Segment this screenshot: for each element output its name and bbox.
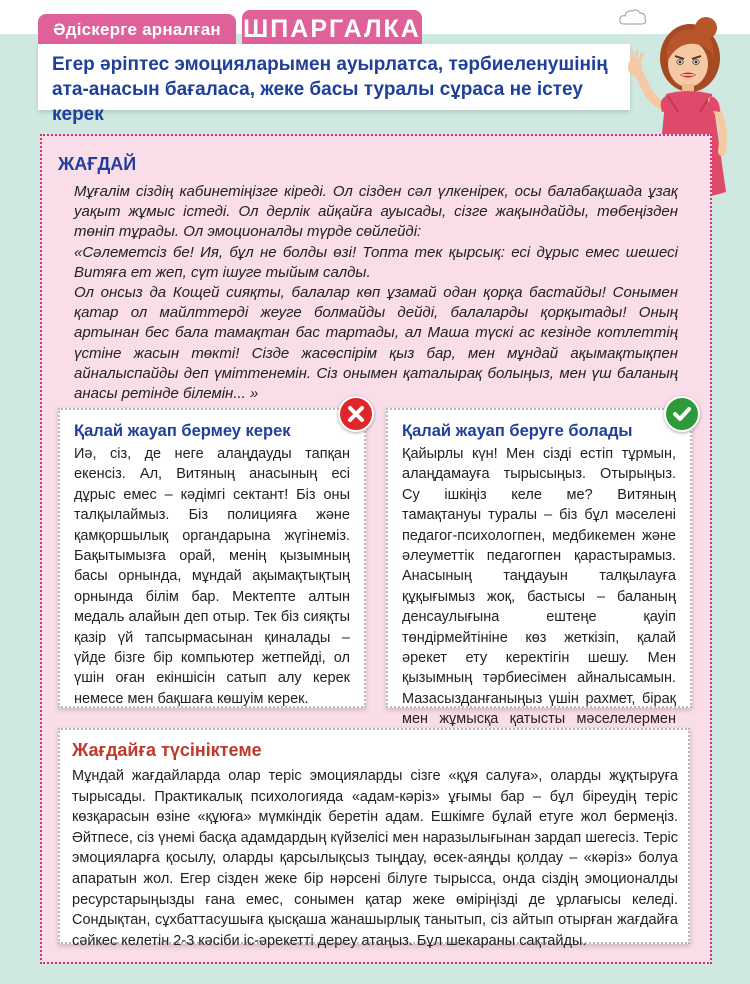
situation-paragraph: Мұғалім сіздің кабинетіңізге кіреді. Ол сізден сәл үлкенірек, осы балабақшада ұзақ уақыт жұмыс істеді. Ол дерлік айқайға ауысады, сізге жақындайды, төбеңізден төніп тұрады. Ол эмоционалды түрде сөйлейді: [74,183,678,241]
situation-title: ЖАҒДАЙ [58,154,137,174]
situation-text [74,182,678,404]
situation-paragraph: «Сәлеметсіз бе! Ия, бұл не болды өзі! Топта тек қырсық: есі дұрыс емес шешесі Витяға ет жеп, сүт ішуге тыйым салды. [74,243,678,281]
bad-answer-text: Иә, сіз, де неге алаңдауды тапқан екенсіз. Ал, Витяның анасының есі дұрыс емес – кәдімгі сектант! Біз оны талқылаймыз. Біз полицияға және қамқоршылық органдарына жүгінеміз. Бақытымызға орай, менің қызымның басы орнында, мұндай ақымақтықтың орнында білім бар. Мектепте алтын медаль алайын деп отыр. Тек біз сияқты қазір үй тапсырмасынан қиналады – үйде бізге бір компьютер жетпейді, ол үшін оған екіншісін сатып алу керек немесе мен бақшаға көшуім керек. [74,446,350,707]
tag-cheatsheet: ШПАРГАЛКА [242,10,422,44]
headline-box [38,44,630,125]
bad-answer-title: Қалай жауап бермеу керек [74,422,291,440]
check-icon [664,396,700,432]
headline-line-1: Егер әріптес эмоцияларымен ауырлатса, тәрбиеленушінің [52,54,608,75]
cross-icon [338,396,374,432]
comment-text: Мұндай жағдайларда олар теріс эмоцияларды сізге «құя салуға», оларды жұқтыруға тырысады. Практикалық психологияда «адам-кәріз» ұғымы бар – бұл біреудің теріс көзқарасын өзіне «құюға» мүмкіндік беретін адам. Ешкімге бұлай етуге жол бермеңіз. Әйтпесе, сіз үнемі басқа адамдардың күйзелісі мен наразылығынан зардап шегесіз. Теріс эмоцияларға қосылу, оларды қарсылықсыз тыңдау, өсек-аяңды қолдау – «кәріз» болуа апаратын жол. Егер сізден жеке бір нәрсені білуге тырысса, онда сіздің эмоционалды ресурстарыңызды ғана емес, сонымен қатар жеке өміріңізді де ұрлағысы келеді. Сондықтан, сұхбаттасушыға қысқаша жанашырлық танытып, сіз айтып отырған жағдайға сәйкес келетін 2-3 кәсіби іс-әрекетті дереу атаңыз. Бұл шекараны сақтайды. [72,768,678,949]
good-answer-text: Қайырлы күн! Мен сізді естіп тұрмын, алаңдамауға тырысыңыз. Отырыңыз. Су ішкіңіз келе ме? Витяның тамақтануы туралы – біз бұл мәселені педагог-психологпен, медбикемен және әлеуметтік педагогпен қарастырамыз. Анасының таңдауын талқылауға құқығымыз жоқ, бастысы – баланың денсаулығына ештеңе қауіп төндірмейтініне көз жеткізіп, қалай әрекет ету керектігін шешу. Мен қызымның тәрбиесімен айналысамын. Мазасызданғаныңыз үшін рахмет, бірақ мен жұмысқа қатысты мәселелермен [402,446,676,728]
good-answer-title: Қалай жауап беруге болады [402,422,633,440]
comment-title: Жағдайға түсініктеме [72,740,262,760]
headline-line-2: ата-анасын бағаласа, жеке басы туралы сұраса не істеу керек [52,79,583,125]
situation-paragraph: Ол онсыз да Кощей сияқты, балалар көп ұзамай одан қорқа бастайды! Сонымен қатар ол майлттерді жеуге болмайды дейді, балаларды қорқытады! Оның артынан бес бала тамақтан бас тартады, ал Маша түскі ас кезінде котлеттің үстіне жасын төкті! Сізде жасөспірім қыз бар, мен мұндай ақымақтықпен айналыспайды деп үміттенемін. Сіз онымен қаталырақ болыңыз, мен үш баланың анасы ретінде білемін... » [74,284,678,403]
tag-methodist: Әдіскерге арналған [38,14,236,44]
